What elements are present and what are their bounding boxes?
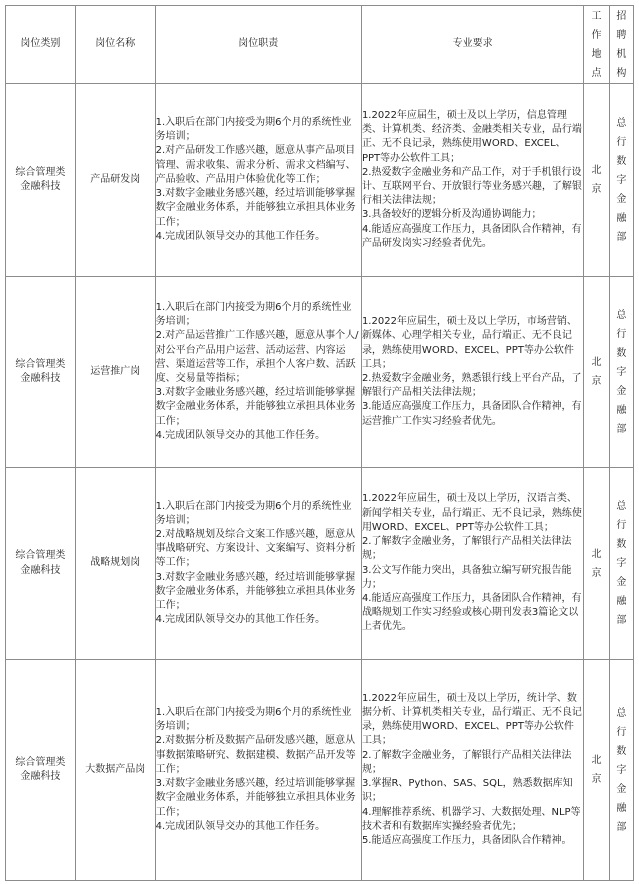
duty-item: 3.对数字金融业务感兴趣，经过培训能够掌握数字金融业务体系，并能够独立承担具体业务工作； bbox=[155, 778, 356, 818]
category-line: 金融科技 bbox=[20, 373, 61, 384]
category-line: 综合管理类 bbox=[15, 550, 66, 562]
duties-cell bbox=[155, 277, 361, 468]
requirement-item: 3.掌握R、Python、SAS、SQL，熟悉数据库知识； bbox=[361, 778, 573, 804]
duties-cell bbox=[155, 660, 361, 881]
requirement-item: 3.公文写作能力突出，具备独立编写研究报告能力； bbox=[361, 564, 572, 590]
duty-item: 3.对数字金融业务感兴趣，经过培训能够掌握数字金融业务体系，并能够独立承担具体业务工作； bbox=[155, 571, 356, 611]
header-org bbox=[609, 6, 633, 84]
duty-item: 2.对战略规划及综合文案工作感兴趣，愿意从事战略研究、方案设计、文案编写、资料分析等工作； bbox=[155, 528, 356, 569]
org-cell bbox=[609, 468, 633, 660]
duty-item: 4.完成团队领导交办的其他工作任务。 bbox=[155, 614, 326, 626]
category-cell bbox=[6, 468, 76, 660]
header-category: 岗位类别 bbox=[6, 6, 76, 84]
location-text: 北京 bbox=[591, 548, 602, 579]
requirement-item: 4.能适应高强度工作压力，具备团队合作精神，有战略规划工作实习经验或核心期刊发表3篇论文以上者优先。 bbox=[361, 592, 582, 633]
header-row bbox=[6, 6, 634, 84]
header-location bbox=[584, 6, 609, 84]
org-text: 总行数字金融部 bbox=[616, 707, 627, 833]
category-cell bbox=[6, 660, 76, 881]
category-line: 综合管理类 bbox=[15, 756, 66, 768]
requirement-item: 1.2022年应届生，硕士及以上学历，市场营销、新媒体、心理学相关专业，品行端正、无不良记录，熟练使用WORD、EXCEL、PPT等办公软件工具； bbox=[361, 316, 577, 370]
duty-item: 1.入职后在部门内接受为期6个月的系统性业务培训； bbox=[155, 301, 352, 328]
location-cell bbox=[584, 468, 609, 660]
position-name-cell: 产品研发岗 bbox=[75, 84, 155, 277]
location-text: 北京 bbox=[591, 755, 602, 785]
duty-item: 4.完成团队领导交办的其他工作任务。 bbox=[155, 820, 326, 832]
category-cell bbox=[6, 277, 76, 468]
duty-item: 1.入职后在部门内接受为期6个月的系统性业务培训； bbox=[155, 707, 352, 733]
position-name-cell: 大数据产品岗 bbox=[75, 660, 155, 881]
table-row bbox=[6, 660, 634, 881]
table-row bbox=[6, 468, 634, 660]
duty-item: 3.对数字金融业务感兴趣，经过培训能够掌握数字金融业务体系，并能够独立承担具体业务工作； bbox=[155, 188, 356, 228]
table-row bbox=[6, 277, 634, 468]
category-line: 金融科技 bbox=[20, 181, 61, 192]
category-line: 金融科技 bbox=[20, 771, 61, 782]
requirement-item: 1.2022年应届生，硕士及以上学历，统计学、数据分析、计算机类相关专业，品行端正、无不良记录，熟练使用WORD、EXCEL、PPT等办公软件工具； bbox=[361, 692, 582, 747]
header-location-text: 工作地点 bbox=[591, 10, 602, 79]
requirements-cell bbox=[361, 468, 583, 660]
job-table bbox=[5, 5, 634, 881]
header-duties: 岗位职责 bbox=[155, 6, 361, 84]
org-cell bbox=[609, 277, 633, 468]
org-text: 总行数字金融部 bbox=[616, 501, 627, 626]
requirement-item: 3.能适应高强度工作压力，具备团队合作精神，有运营推广工作实习经验者优先。 bbox=[361, 401, 582, 427]
duty-item: 3.对数字金融业务感兴趣，经过培训能够掌握数字金融业务体系，并能够独立承担具体业务工作； bbox=[155, 387, 356, 427]
org-text: 总行数字金融部 bbox=[616, 117, 627, 243]
header-name: 岗位名称 bbox=[75, 6, 155, 84]
duties-cell bbox=[155, 84, 361, 277]
duty-item: 1.入职后在部门内接受为期6个月的系统性业务培训； bbox=[155, 500, 352, 526]
org-cell bbox=[609, 660, 633, 881]
requirements-cell bbox=[361, 277, 583, 468]
header-requirements: 专业要求 bbox=[361, 6, 583, 84]
requirement-item: 4.能适应高强度工作压力，具备团队合作精神，有产品研发岗实习经验者优先。 bbox=[361, 223, 582, 249]
duty-item: 2.对数据分析及数据产品研发感兴趣，愿意从事数据策略研究、数据建模、数据产品开发等工作； bbox=[155, 735, 356, 775]
requirements-cell bbox=[361, 84, 583, 277]
category-cell bbox=[6, 84, 76, 277]
position-name-cell: 运营推广岗 bbox=[75, 277, 155, 468]
requirement-item: 1.2022年应届生，硕士及以上学历，信息管理类、计算机类、经济类、金融类相关专业，品行端正、无不良记录，熟练使用WORD、EXCEL、PPT等办公软件工具； bbox=[361, 109, 582, 164]
location-cell bbox=[584, 277, 609, 468]
category-line: 综合管理类 bbox=[15, 166, 66, 178]
category-line: 综合管理类 bbox=[15, 358, 66, 370]
duties-cell bbox=[155, 468, 361, 660]
duty-item: 4.完成团队领导交办的其他工作任务。 bbox=[155, 230, 326, 242]
location-cell bbox=[584, 660, 609, 881]
requirement-item: 3.具备较好的逻辑分析及沟通协调能力； bbox=[361, 209, 542, 221]
org-text: 总行数字金融部 bbox=[616, 309, 627, 435]
header-org-text: 招聘机构 bbox=[616, 10, 627, 79]
requirement-item: 2.热爱数字金融业务，熟悉银行线上平台产品，了解银行产品相关法律法规； bbox=[361, 373, 582, 399]
category-line: 金融科技 bbox=[20, 564, 61, 576]
duty-item: 2.对产品研发工作感兴趣，愿意从事产品项目管理、需求收集、需求分析、需求文档编写、产品验收、产品用户体验优化等工作； bbox=[155, 145, 356, 185]
requirement-item: 2.热爱数字金融业务和产品工作，对于手机银行设计、互联网平台、开放银行等业务感兴趣，了解银行相关法律法规； bbox=[361, 166, 582, 207]
requirement-item: 5.能适应高强度工作压力，具备团队合作精神。 bbox=[361, 834, 572, 846]
location-text: 北京 bbox=[591, 357, 602, 387]
org-cell bbox=[609, 84, 633, 277]
requirement-item: 2.了解数字金融业务，了解银行产品相关法律法规； bbox=[361, 749, 572, 775]
location-cell bbox=[584, 84, 609, 277]
location-text: 北京 bbox=[591, 165, 602, 195]
duty-item: 4.完成团队领导交办的其他工作任务。 bbox=[155, 429, 326, 441]
table-row bbox=[6, 84, 634, 277]
requirement-item: 1.2022年应届生，硕士及以上学历，汉语言类、新闻学相关专业，品行端正、无不良记录，熟练使用WORD、EXCEL、PPT等办公软件工具； bbox=[361, 493, 582, 533]
duty-item: 1.入职后在部门内接受为期6个月的系统性业务培训； bbox=[155, 117, 352, 143]
requirements-cell bbox=[361, 660, 583, 881]
requirement-item: 2.了解数字金融业务，了解银行产品相关法律法规； bbox=[361, 536, 572, 562]
position-name-cell: 战略规划岗 bbox=[75, 468, 155, 660]
duty-item: 2.对产品运营推广工作感兴趣，愿意从事个人/对公平台产品用户运营、活动运营、内容运营、渠道运营等工作，承担个人客户数、活跃度、交易量等指标； bbox=[155, 330, 359, 384]
requirement-item: 4.理解推荐系统、机器学习、大数据处理、NLP等技术者和有数据库实操经验者优先； bbox=[361, 806, 581, 832]
